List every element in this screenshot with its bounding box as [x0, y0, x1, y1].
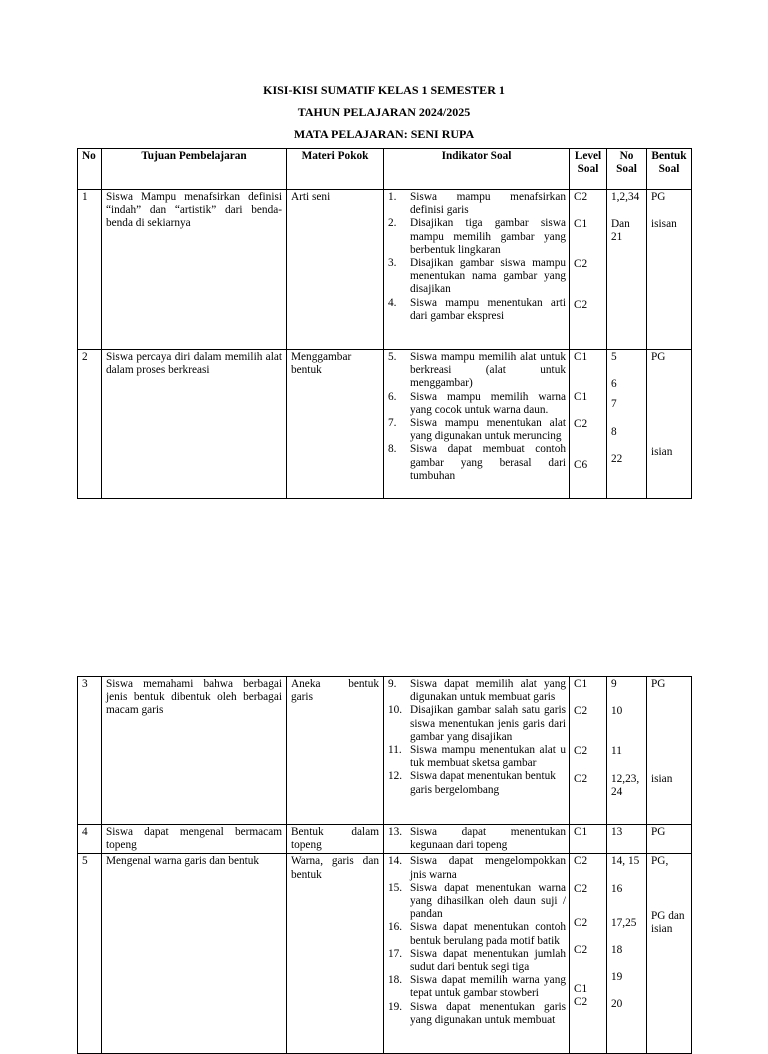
- indikator-cell: [384, 350, 570, 499]
- nosoal-value: 14, 15: [611, 855, 640, 868]
- indikator-item: [388, 948, 566, 974]
- level-value: C2: [574, 258, 588, 271]
- indikator-cell: [384, 190, 570, 350]
- indikator-number: 4.: [388, 296, 397, 309]
- indikator-item: [388, 1001, 566, 1027]
- bentuk-value: PG: [651, 351, 666, 363]
- nosoal-value: 7: [611, 398, 617, 411]
- indikator-text: Disajikan gambar siswa mampu menentukan nama gambar yang disajikan: [410, 257, 566, 296]
- level-cell: [570, 825, 607, 854]
- bentuk-value: isian: [651, 773, 673, 786]
- indikator-text: Disajikan tiga gambar siswa mampu memilih gambar yang berbentuk lingkaran: [410, 217, 566, 256]
- indikator-text: Siswa dapat menentukan warna yang dihasilkan oleh daun suji / pandan: [410, 881, 566, 921]
- bentuk-cell: [647, 677, 692, 825]
- kisi-kisi-table-part-1: [77, 148, 692, 499]
- indikator-cell: [384, 825, 570, 854]
- materi-cell: Menggambar bentuk: [287, 350, 384, 499]
- nosoal-value: 17,25: [611, 916, 637, 929]
- level-value: C6: [574, 458, 588, 471]
- materi-line: [291, 826, 379, 839]
- indikator-item: [388, 921, 566, 947]
- nosoal-value: 22: [611, 452, 623, 465]
- level-value: C1: [574, 391, 588, 404]
- level-cell: [570, 350, 607, 499]
- indikator-item: [388, 882, 566, 922]
- indikator-number: 12.: [388, 770, 403, 783]
- row-number: 4: [78, 825, 102, 854]
- indikator-item: [388, 417, 566, 443]
- tujuan-cell: Siswa percaya diri dalam memilih alat dalam proses berkreasi: [102, 350, 287, 499]
- indikator-item: [388, 191, 566, 217]
- materi-line: [291, 678, 379, 691]
- level-value: C1: [574, 826, 588, 838]
- header-materi: Materi Pokok: [287, 149, 384, 190]
- indikator-text: Disajikan gambar salah satu garis siswa menentukan jenis garis dari gambar yang disajikan: [410, 704, 566, 743]
- indikator-number: 18.: [388, 974, 403, 987]
- table-row: [78, 677, 692, 825]
- indikator-number: 2.: [388, 217, 397, 230]
- materi-word: bentuk: [348, 678, 379, 690]
- bentuk-value: PG dan isian: [651, 909, 685, 935]
- materi-word: Bentuk: [291, 826, 324, 838]
- level-value: C2: [574, 916, 588, 929]
- nosoal-value: 9: [611, 678, 617, 690]
- tujuan-cell: Mengenal warna garis dan bentuk: [102, 854, 287, 1054]
- materi-cell: Warna, garis dan bentuk: [287, 854, 384, 1054]
- indikator-item: [388, 678, 566, 704]
- level-value: C2: [574, 191, 588, 203]
- nosoal-cell: [607, 350, 647, 499]
- bentuk-value: PG: [651, 191, 666, 203]
- header-indikator: Indikator Soal: [384, 149, 570, 190]
- nosoal-value: 5: [611, 351, 617, 363]
- header-bentuk: Bentuk Soal: [647, 149, 692, 190]
- level-value: C1: [574, 218, 588, 231]
- indikator-cell: [384, 677, 570, 825]
- nosoal-value: 12,23, 24: [611, 772, 640, 798]
- indikator-text: Siswa mampu menafsirkan definisi garis: [410, 191, 566, 217]
- indikator-item: [388, 297, 566, 323]
- tujuan-cell: Siswa memahami bahwa berbagai jenis bentuk dibentuk oleh berbagai macam garis: [102, 677, 287, 825]
- nosoal-value: 13: [611, 826, 623, 838]
- indikator-number: 5.: [388, 351, 397, 363]
- indikator-text: Siswa mampu memilih alat untuk berkreasi (alat untuk menggambar): [410, 351, 566, 390]
- indikator-item: [388, 826, 566, 852]
- indikator-number: 10.: [388, 704, 403, 717]
- nosoal-value: 6: [611, 378, 617, 391]
- bentuk-value: PG,: [651, 855, 669, 868]
- table-header-row: [78, 149, 692, 190]
- level-value: C1: [574, 983, 588, 996]
- bentuk-value: isian: [651, 446, 673, 459]
- indikator-number: 16.: [388, 921, 403, 934]
- indikator-text: Siswa dapat menentukan contoh bentuk berulang pada motif batik: [410, 921, 566, 947]
- indikator-text: Siswa mampu menentukan alat yang digunakan untuk meruncing: [410, 417, 566, 443]
- tujuan-cell: Siswa Mampu menafsirkan definisi “indah” dan “artistik” dari benda-benda di sekiarnya: [102, 190, 287, 350]
- bentuk-cell: [647, 350, 692, 499]
- bentuk-cell: [647, 825, 692, 854]
- indikator-text: Siswa dapat mengelompokkan jnis warna: [410, 855, 566, 881]
- level-value: C2: [574, 418, 588, 431]
- indikator-text: Siswa dapat membuat contoh gambar yang berasal dari tumbuhan: [410, 443, 566, 482]
- nosoal-value: 10: [611, 705, 623, 718]
- materi-line: topeng: [291, 839, 322, 852]
- nosoal-value: Dan 21: [611, 218, 630, 244]
- row-number: 3: [78, 677, 102, 825]
- bentuk-value: isisan: [651, 218, 677, 231]
- indikator-text: Siswa dapat menentukan garis yang digunakan untuk membuat: [410, 1000, 566, 1026]
- indikator-text: Siswa dapat memilih alat yang digunakan untuk membuat garis: [410, 678, 566, 704]
- indikator-item: [388, 704, 566, 744]
- materi-line: garis: [291, 691, 313, 704]
- bentuk-value: PG: [651, 678, 666, 690]
- level-value: C2: [574, 705, 588, 718]
- row-number: 2: [78, 350, 102, 499]
- nosoal-value: 8: [611, 425, 617, 438]
- indikator-number: 6.: [388, 390, 397, 403]
- materi-cell: [287, 825, 384, 854]
- header-nosoal: No Soal: [607, 149, 647, 190]
- nosoal-cell: [607, 190, 647, 350]
- indikator-item: [388, 855, 566, 881]
- materi-cell: [287, 677, 384, 825]
- nosoal-value: 1,2,34: [611, 191, 640, 203]
- header-level: Level Soal: [570, 149, 607, 190]
- indikator-text: Siswa dapat menentukan jumlah sudut dari bentuk segi tiga: [410, 947, 566, 974]
- subject-title: MATA PELAJARAN: SENI RUPA: [293, 127, 475, 141]
- indikator-number: 7.: [388, 417, 397, 430]
- header-tujuan: Tujuan Pembelajaran: [102, 149, 287, 190]
- nosoal-value: 19: [611, 971, 623, 984]
- nosoal-cell: [607, 677, 647, 825]
- indikator-number: 11.: [388, 744, 402, 757]
- indikator-number: 17.: [388, 947, 403, 960]
- indikator-item: [388, 217, 566, 257]
- materi-cell: Arti seni: [287, 190, 384, 350]
- tujuan-cell: Siswa dapat mengenal bermacam topeng: [102, 825, 287, 854]
- indikator-item: [388, 770, 566, 796]
- level-value: C1: [574, 678, 588, 690]
- nosoal-value: 20: [611, 998, 623, 1011]
- indikator-number: 15.: [388, 881, 403, 894]
- indikator-item: [388, 744, 566, 770]
- indikator-number: 14.: [388, 855, 403, 868]
- materi-word: dalam: [351, 826, 379, 838]
- indikator-text: Siswa mampu memilih warna yang cocok untuk warna daun.: [410, 390, 566, 416]
- kisi-kisi-table-part-2: [77, 676, 692, 1054]
- indikator-number: 9.: [388, 678, 397, 690]
- indikator-text: Siswa mampu menentukan arti dari gambar ekspresi: [410, 296, 566, 322]
- level-value: C2: [574, 745, 588, 758]
- academic-year: TAHUN PELAJARAN 2024/2025: [297, 105, 471, 119]
- level-value: C1: [574, 351, 588, 363]
- indikator-text: Siswa mampu menentukan alat u tuk membuat sketsa gambar: [410, 744, 566, 770]
- indikator-number: 13.: [388, 826, 403, 838]
- indikator-text: Siswa dapat menentukan bentuk garis bergelombang: [410, 770, 556, 796]
- indikator-item: [388, 257, 566, 297]
- indikator-item: [388, 391, 566, 417]
- table-row: [78, 190, 692, 350]
- nosoal-cell: [607, 825, 647, 854]
- materi-word: Aneka: [291, 678, 321, 690]
- level-value: C2: [574, 882, 588, 895]
- indikator-item: [388, 443, 566, 483]
- level-value: C2: [574, 996, 588, 1009]
- level-cell: [570, 190, 607, 350]
- nosoal-value: 16: [611, 882, 623, 895]
- row-number: 1: [78, 190, 102, 350]
- indikator-number: 8.: [388, 443, 397, 456]
- level-value: C2: [574, 772, 588, 785]
- table-row: [78, 825, 692, 854]
- document-title: KISI-KISI SUMATIF KELAS 1 SEMESTER 1: [263, 83, 505, 97]
- indikator-item: [388, 974, 566, 1000]
- level-value: C2: [574, 855, 588, 868]
- indikator-number: 1.: [388, 191, 397, 203]
- indikator-text: Siswa dapat memilih warna yang tepat untuk gambar stowberi: [410, 974, 566, 1000]
- bentuk-value: PG: [651, 826, 666, 838]
- nosoal-value: 18: [611, 944, 623, 957]
- indikator-number: 3.: [388, 257, 397, 270]
- row-number: 5: [78, 854, 102, 1054]
- level-cell: [570, 677, 607, 825]
- indikator-item: [388, 351, 566, 391]
- header-no: No: [78, 149, 102, 190]
- bentuk-cell: [647, 190, 692, 350]
- indikator-text: Siswa dapat menentukan kegunaan dari topeng: [410, 826, 566, 852]
- indikator-number: 19.: [388, 1000, 403, 1013]
- level-value: C2: [574, 944, 588, 957]
- table-row: [78, 350, 692, 499]
- nosoal-value: 11: [611, 745, 622, 758]
- level-value: C2: [574, 298, 588, 311]
